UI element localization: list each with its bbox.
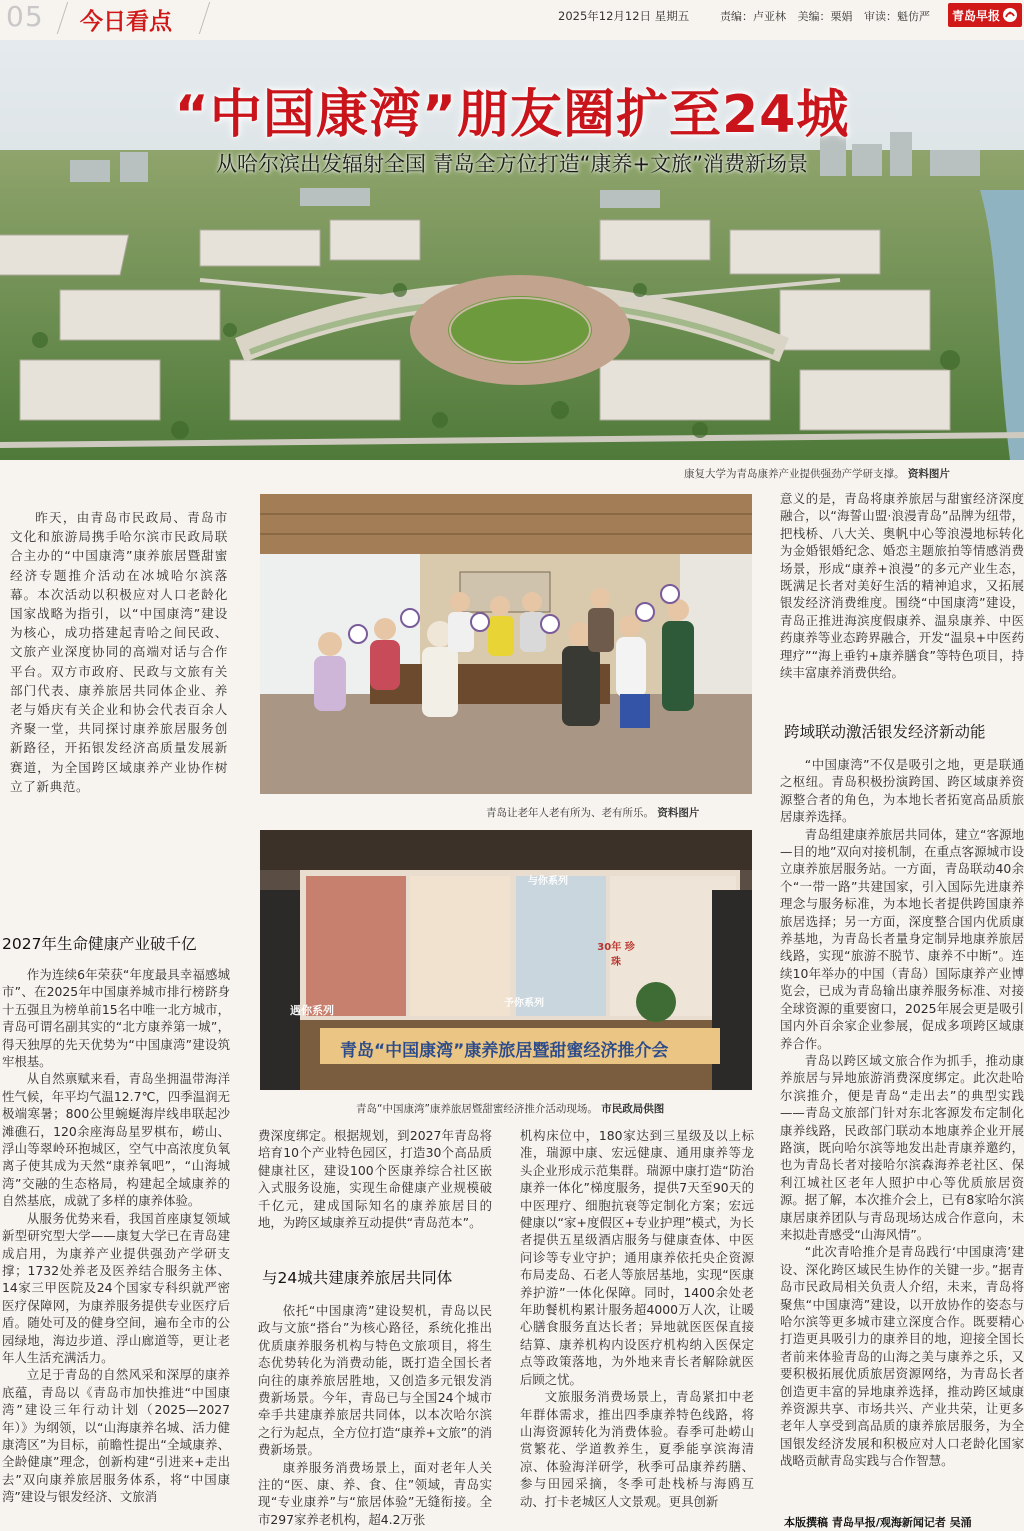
body-paragraph: 文旅服务消费场景上，青岛紧扣中老年群体需求，推出四季康养特色线路，将山海资源转化为消费体验。春季可赴崂山赏繁花、学道教养生，夏季能享滨海清凉、体验海洋研学，秋季可品康养药膳、参与田园采摘，冬季可赴栈桥与海鸥互动、打卡老城区人文景观。更具创新 <box>520 1389 754 1509</box>
body-paragraph: 青岛以跨区域文旅合作为抓手，推动康养旅居与异地旅游消费深度绑定。此次赴哈尔滨推介，便是青岛“走出去”的典型实践——青岛文旅部门针对东北客源发布定制化康养线路，民政部门联动本地康养企业开展路演，既向哈尔滨等地发出赴青康养邀约，也为青岛长者对接哈尔滨森海养老社区、保利江城社区老年人照护中心等优质旅居资源。据了解，本次推介会上，已有8家哈尔滨康居康养团队与青岛现场达成合作意向，未来拟赴青感受“山海风情”。 <box>780 1052 1024 1242</box>
promotion-event-photo <box>260 830 752 1090</box>
body-paragraph: “此次青哈推介是青岛践行‘中国康湾’建设、深化跨区域民生协作的关键一步。”据青岛市民政局相关负责人介绍，未来，青岛将聚焦“中国康湾”建设，以开放协作的姿态与哈尔滨等更多城市建立深度合作。既要精心打造更具吸引力的康养目的地，迎接全国长者前来体验青岛的山海之美与康养之乐，又要积极拓展优质旅居资源网络，为青岛长者创造更丰富的异地康养选择，推动跨区域康养资源共享、市场共兴、产业共荣，让更多老年人享受到高品质的康养旅居服务，为全国银发经济发展和积极应对人口老龄化国家战略贡献青岛实践与合作智慧。 <box>780 1244 1024 1469</box>
seniors-group-photo <box>260 494 752 794</box>
brand-emblem-icon <box>1002 7 1018 23</box>
lead-text: 昨天，由青岛市民政局、青岛市文化和旅游局携手哈尔滨市民政局联合主办的“中国康湾”康养旅居暨甜蜜经济专题推介活动在冰城哈尔滨落幕。本次活动以积极应对人口老龄化国家战略为指引，以“中国康湾”建设为核心，成功搭建起青哈之间民政、文旅产业深度协同的高端对话与合作平台。双方市政府、民政与文旅有关部门代表、康养旅居共同体企业、养老与婚庆有关企业和协会代表百余人齐聚一堂，共同探讨康养旅居服务创新路径，开拓银发经济高质量发展新赛道，为全国跨区域康养产业协作树立了新典范。 <box>10 510 228 794</box>
seniors-photo-caption <box>486 805 699 820</box>
body-paragraph: 从自然禀赋来看，青岛坐拥温带海洋性气候，年平均气温12.7℃，四季温润无极端寒暑；800公里蜿蜒海岸线串联起沙滩礁石，120余座海岛星罗棋布，崂山、浮山等翠岭环抱城区，空气中高浓度负氧离子使其成为天然“康养氧吧”，“山海城湾”交融的生态格局，构建起全域康养的自然基底，成就了多样的康养体验。 <box>2 1071 230 1209</box>
screen-label: 与你系列 <box>528 876 568 887</box>
body-paragraph: “中国康湾”不仅是吸引之地，更是联通之枢纽。青岛积极扮演跨国、跨区域康养资源整合者的角色，为本地长者拓宽高品质旅居康养选择。 <box>780 757 1024 825</box>
caption-text: 青岛“中国康湾”康养旅居暨甜蜜经济推介活动现场。 <box>356 1103 598 1115</box>
column2a-body <box>258 1127 492 1253</box>
event-photo-caption <box>356 1101 664 1116</box>
newspaper-logo <box>948 3 1022 27</box>
brand-name: 青岛早报 <box>951 8 1000 23</box>
author-byline: 本版撰稿 青岛早报/观海新闻记者 吴涌 <box>784 1516 972 1529</box>
lead-paragraph <box>10 508 228 900</box>
body-paragraph: 康养服务消费场景上，面对老年人关注的“医、康、养、食、住”领域，青岛实现“专业康养”与“旅居体验”无缝衔接。全市297家养老机构，超4.2万张 <box>258 1459 492 1527</box>
section-title: 今日看点 <box>80 9 172 35</box>
caption-text: 康复大学为青岛康养产业提供强劲产学研支撑。 <box>684 468 905 480</box>
seniors-illustration <box>260 494 752 794</box>
subheading-community: 与24城共建康养旅居共同体 <box>262 1269 453 1287</box>
header-divider <box>57 2 68 34</box>
caption-credit: 市民政局供图 <box>601 1103 665 1115</box>
body-paragraph: 立足于青岛的自然风采和深厚的康养底蕴，青岛以《青岛市加快推进“中国康湾”建设三年行动计划（2025—2027年）》为纲领，以“山海康养名城、活力健康湾区”为目标，前瞻性提出“全域康养、全龄健康”理念，创新构建“引进来+走出去”双向康养旅居服务体系，将“中国康湾”建设与银发经济、文旅消 <box>2 1367 230 1505</box>
hero-photo-caption <box>684 466 950 481</box>
column2a-body-continued <box>258 1302 492 1530</box>
screen-label: 遇你系列 <box>290 1004 334 1017</box>
sub-headline: 从哈尔滨出发辐射全国 青岛全方位打造“康养+文旅”消费新场景 <box>215 152 809 176</box>
caption-text: 青岛让老年人老有所为、老有所乐。 <box>486 807 654 819</box>
screen-label: 予你系列 <box>504 998 544 1009</box>
chief-editor: 责编：卢亚林 <box>720 10 786 23</box>
header-divider <box>199 2 210 34</box>
editor-credits <box>720 8 930 24</box>
subheading-cross-region: 跨域联动激活银发经济新动能 <box>784 723 986 741</box>
body-paragraph: 依托“中国康湾”建设契机，青岛以民政与文旅“搭台”为核心路径，系统化推出优质康养服务机构与特色文旅项目，将生态优势转化为消费动能，既打造全国长者向往的康养旅居胜地，又创造多元银发消费新场景。今年，青岛已与全国24个城市牵手共建康养旅居共同体，以本次哈尔滨之行为起点，全方位打造“康养+文旅”的消费新场景。 <box>258 1303 492 1458</box>
caption-credit: 资料图片 <box>907 468 950 480</box>
art-editor: 美编：栗娟 <box>797 10 853 23</box>
body-paragraph: 作为连续6年荣获“年度最具幸福感城市”、在2025年中国康养城市排行榜跻身十五强且为榜单前15名中唯一北方城市，青岛可谓名副其实的“北方康养第一城”，得天独厚的先天优势为“中国康湾”建设筑牢根基。 <box>2 967 230 1070</box>
page-header <box>0 0 1024 41</box>
column3-body-continued <box>780 756 1024 1512</box>
body-paragraph: 青岛组建康养旅居共同体，建立“客源地—目的地”双向对接机制，在重点客源城市设立康养旅居服务站。一方面，青岛联动40余个“一带一路”共建国家，引入国际先进康养理念与服务标准，为本地长者提供跨国康养旅居选择；另一方面，深度整合国内优质康养基地，为青岛长者量身定制异地康养旅居线路，实现“旅游不脱节、康养不中断”。连续10年举办的中国（青岛）国际康养产业博览会，已成为青岛输出康养服务标准、对接全球资源的重要窗口，2025年展会更是吸引国内外百余家企业参展，促成多项跨区域康养合作。 <box>780 826 1024 1051</box>
column1-body <box>2 966 230 1528</box>
hero-aerial-photo <box>0 40 1024 460</box>
column3-body <box>780 490 1024 704</box>
main-headline: “中国康湾”朋友圈扩至24城 <box>174 85 850 145</box>
issue-date: 2025年12月12日 星期五 <box>558 9 690 23</box>
body-paragraph: 费深度绑定。根据规划，到2027年青岛将培育10个产业特色园区，打造30个高品质健康社区，建设100个医康养综合社区嵌入式服务设施，实现生命健康产业规模破千亿元，建成国际知名的康养旅居目的地，为跨区域康养互动提供“青岛范本”。 <box>258 1128 492 1231</box>
event-banner-text: 青岛“中国康湾”康养旅居暨甜蜜经济推介会 <box>340 1041 669 1061</box>
column2b-body <box>520 1127 754 1529</box>
caption-credit: 资料图片 <box>657 807 700 819</box>
body-paragraph: 从服务优势来看，我国首座康复领域新型研究型大学——康复大学已在青岛建成启用，为康养产业提供强劲产学研支撑；1732处养老及医养结合服务主体、14家三甲医院及24个国家专科织就严密医疗保障网，为康养服务提供专业医疗后盾。随处可及的健身空间，遍布全市的公园绿地，海边步道、浮山廊道等，更让老年人生活充满活力。 <box>2 1210 230 1365</box>
screen-label: 30年 珍珠 <box>597 942 635 968</box>
subheading-industry: 2027年生命健康产业破千亿 <box>2 935 197 953</box>
page-number: 05 <box>6 0 44 33</box>
body-paragraph: 机构床位中，180家达到三星级及以上标准，瑞源中康、宏远健康、通用康养等龙头企业形成示范集群。瑞源中康打造“防治康养一体化”梯度服务，提供7天至90天的中医理疗、细胞抗衰等定制化方案；宏远健康以“家+度假区+专业护理”模式，为长者提供五星级酒店服务与健康查体、中医问诊等专业守护；通用康养依托央企资源布局麦岛、石老人等旅居基地，实现“医康养护游”一体化保障。同时，1400余处老年助餐机构累计服务超4000万人次，让暖心膳食服务直达长者；异地就医医保直接结算、康养机构内设医疗机构纳入医保定点等政策落地，为外地来青长者解除就医后顾之忧。 <box>520 1128 754 1387</box>
proofreader: 审读：魁仿严 <box>864 10 930 23</box>
body-paragraph: 意义的是，青岛将康养旅居与甜蜜经济深度融合，以“海誓山盟·浪漫青岛”品牌为纽带，把栈桥、八大关、奥帆中心等浪漫地标转化为金婚银婚纪念、婚恋主题旅拍等情感消费场景，形成“康养+浪漫”的多元产业生态，既满足长者对美好生活的精神追求，又拓展银发经济消费维度。围绕“中国康湾”建设，青岛正推进海滨度假康养、温泉康养、中医药康养等业态跨界融合，开发“温泉+中医药理疗”“海上垂钓+康养膳食”等特色项目，持续丰富康养消费供给。 <box>780 491 1024 681</box>
